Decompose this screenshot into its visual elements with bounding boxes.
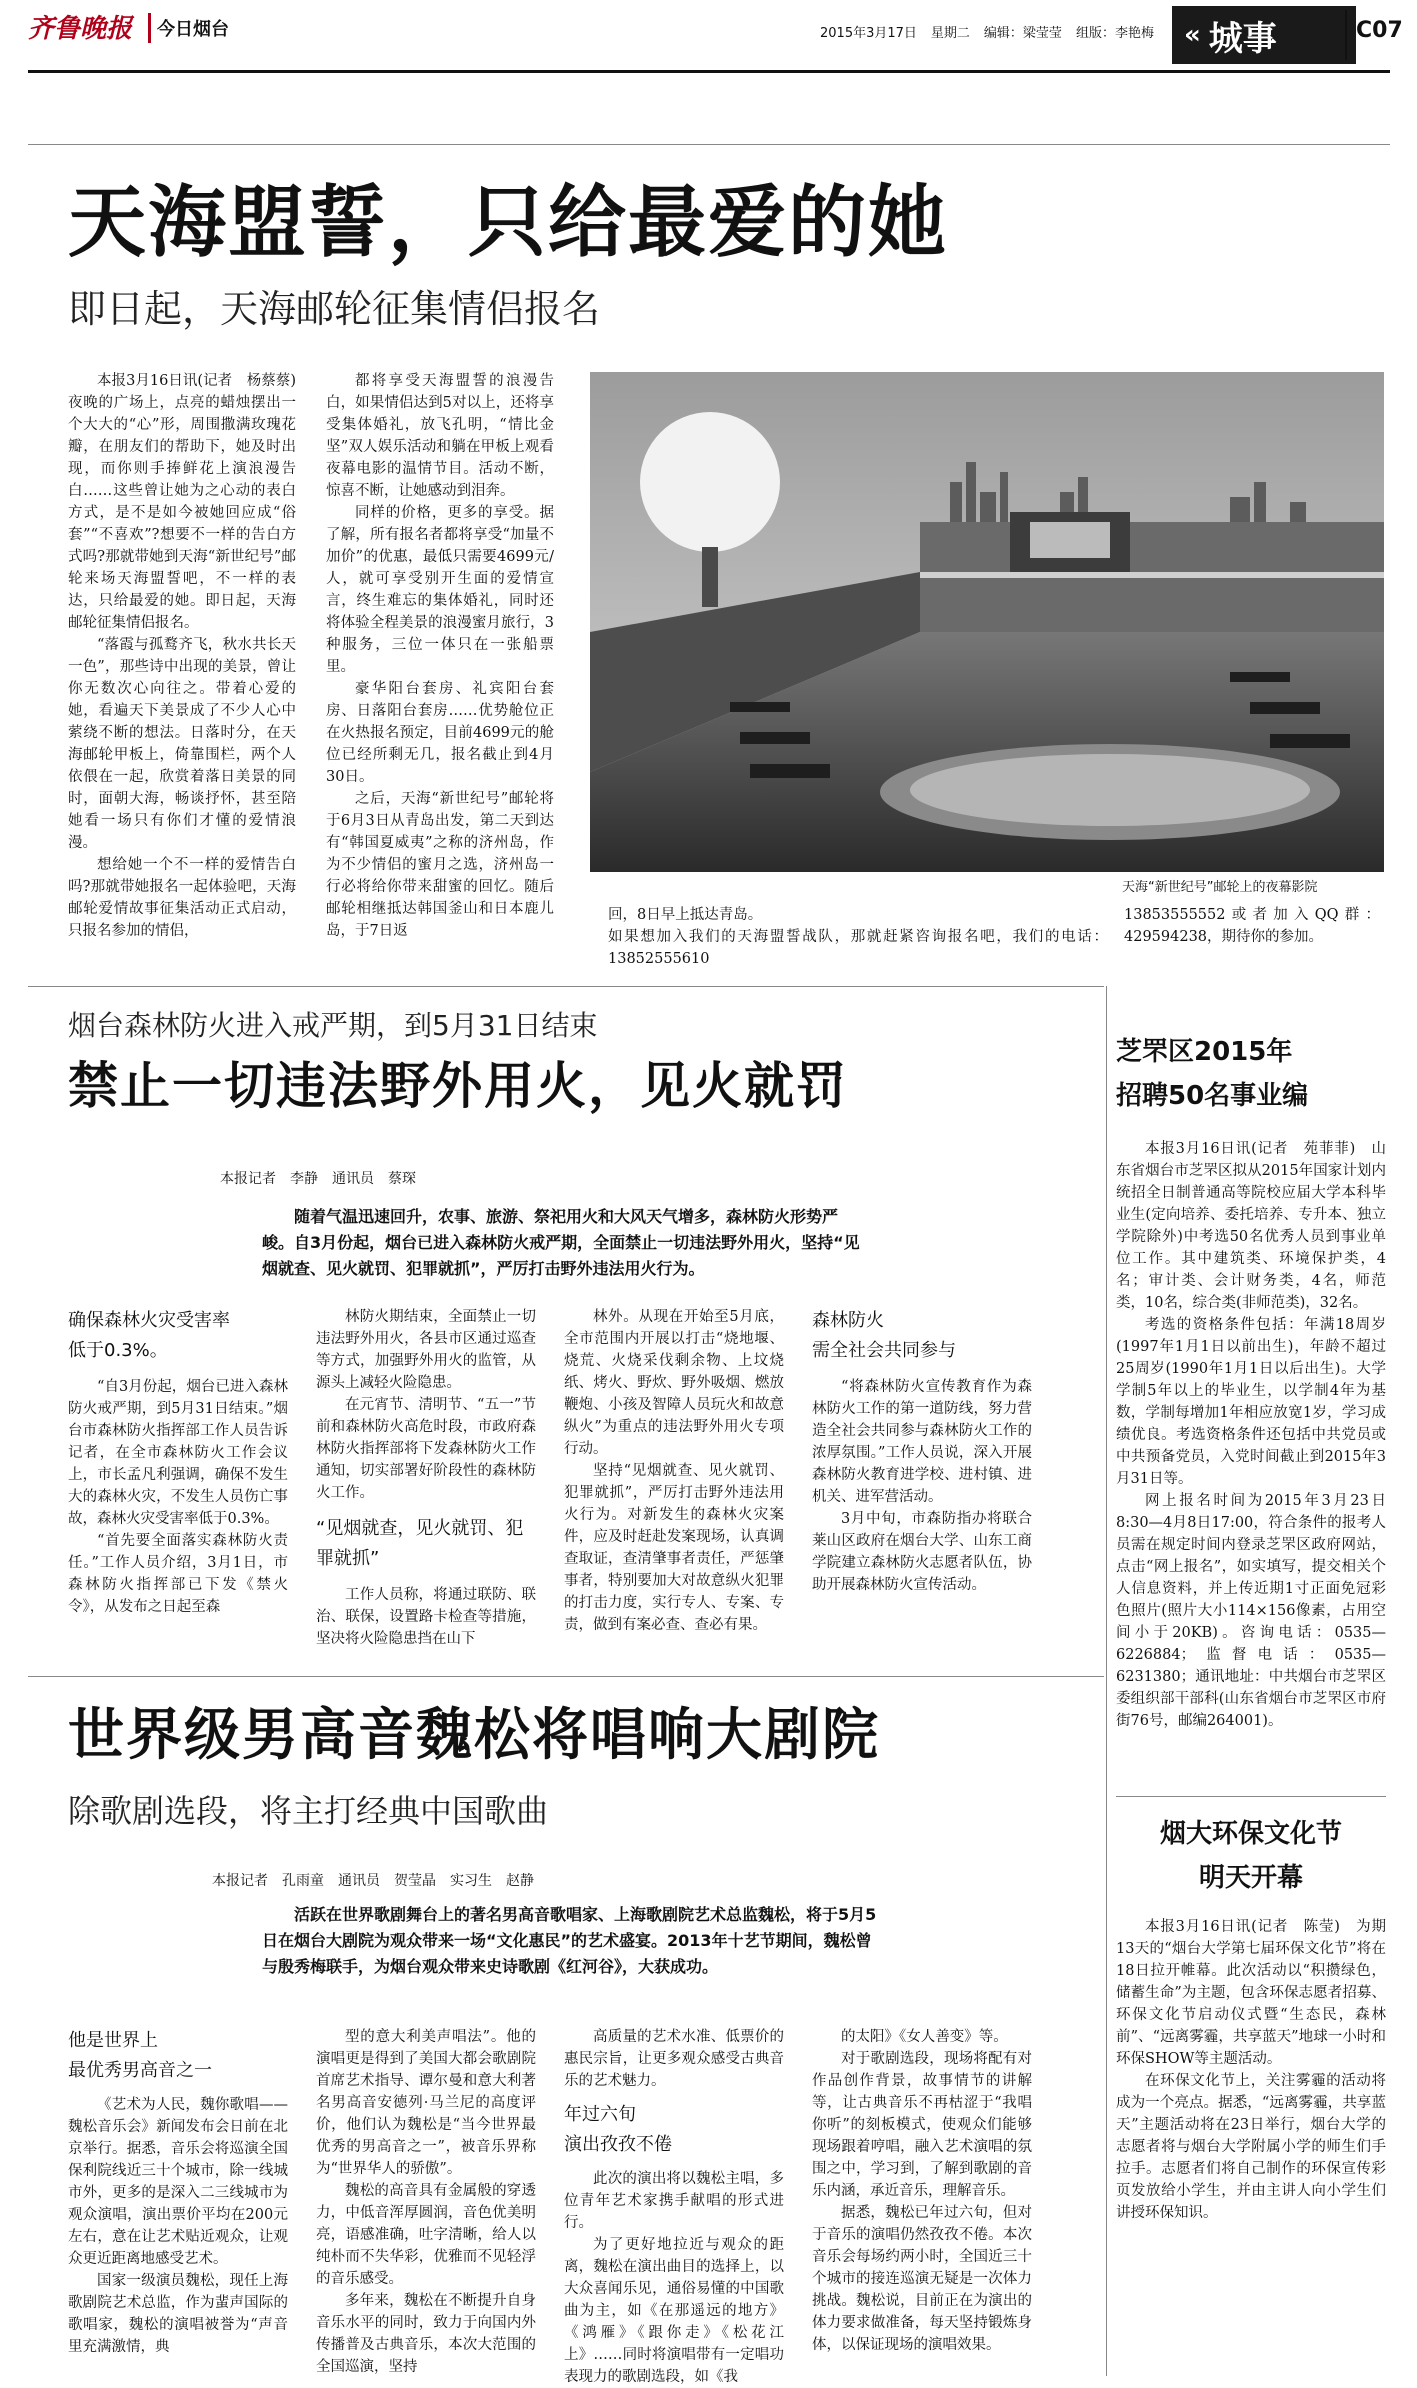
paragraph: 的太阳》《女人善变》等。	[841, 2029, 1008, 2045]
paragraph: 在元宵节、清明节、“五一”节前和森林防火高危时段，市政府森林防火指挥部将下发森林防火工作通知，切实部署好阶段性的森林防火工作。	[316, 1397, 536, 1501]
issue-meta	[820, 22, 1154, 41]
story3-column-2	[316, 2026, 536, 2378]
story2-subhead-1b: 低于0.3%。	[68, 1340, 168, 1361]
cruise-deck-illustration	[590, 372, 1384, 872]
story1-column-1	[68, 370, 311, 942]
story2-subhead-1a: 确保森林火灾受害率	[68, 1310, 230, 1331]
story2-lead: 随着气温迅速回升，农事、旅游、祭祀用火和大风天气增多，森林防火形势严峻。自3月份起，烟台已进入森林防火戒严期，全面禁止一切违法野外用火，坚持“见烟就查、见火就罚、犯罪就抓”，严厉打击野外违法用火行为。	[262, 1207, 860, 1278]
story3-column-3	[564, 2026, 784, 2388]
header-divider	[1345, 10, 1347, 60]
story2-column-3	[564, 1306, 784, 1636]
page-number: C07	[1356, 18, 1403, 43]
story1-headline: 天海盟誓，只给最爱的她	[68, 178, 949, 268]
story2-subhead-3b: 需全社会共同参与	[812, 1340, 956, 1361]
story3-subheadline: 除歌剧选段，将主打经典中国歌曲	[68, 1792, 549, 1830]
double-chevron-icon: «	[1184, 20, 1201, 50]
story3-subhead-1b: 最优秀男高音之一	[68, 2060, 212, 2081]
story2-pullquote: “见烟就查，见火就罚、犯罪就抓”	[316, 1518, 524, 1569]
side1-title-1: 芝罘区2015年	[1116, 1037, 1293, 1067]
story2-column-4	[812, 1306, 1032, 1596]
story2-subhead-3a: 森林防火	[812, 1310, 884, 1331]
header-rule-thin	[28, 144, 1390, 145]
paragraph: 豪华阳台套房、礼宾阳台套房、日落阳台套房……优势舱位正在火热报名预定，目前4699元的舱位已经所剩无几，报名截止到4月30日。	[326, 681, 554, 785]
paragraph: 本报3月16日讯(记者 陈莹) 为期13天的“烟台大学第七届环保文化节”将在18日拉开帷幕。此次活动以“积攒绿色，储蓄生命”为主题，包含环保志愿者招募、环保文化节启动仪式暨“生态民，森林前”、“远离雾霾，共享蓝天”地球一小时和环保SHOW等主题活动。	[1116, 1919, 1386, 2067]
story1-tail-col2: 如果想加入我们的天海盟誓战队，那就赶紧咨询报名吧，我们的电话：13852555610	[608, 929, 1108, 967]
story3-headline: 世界级男高音魏松将唱响大剧院	[68, 1703, 880, 1768]
paragraph: 国家一级演员魏松，现任上海歌剧院艺术总监，作为蜚声国际的歌唱家，魏松的演唱被誉为“声音里充满激情，典	[68, 2273, 288, 2355]
section-label: 今日烟台	[148, 13, 235, 43]
issue-layout: 组版：李艳梅	[1075, 26, 1154, 41]
story1-column-2	[326, 370, 554, 942]
paragraph: 本报3月16日讯(记者 杨蔡蔡) 夜晚的广场上，点亮的蜡烛摆出一个大大的“心”形，周围撒满玫瑰花瓣，在朋友们的帮助下，她及时出现，而你则手捧鲜花上演浪漫告白……这些曾让她为之心动的表白方式，是不是如今被她回应成“俗套”“不喜欢”?想要不一样的告白方式吗?那就带她到天海“新世纪号”邮轮来场天海盟誓吧，不一样的表达，只给最爱的她。即日起，天海邮轮征集情侣报名。	[68, 373, 311, 631]
channel-name: 城事	[1208, 18, 1277, 59]
paragraph: “自3月份起，烟台已进入森林防火戒严期，到5月31日结束。”烟台市森林防火指挥部工作人员告诉记者，在全市森林防火工作会议上，市长孟凡利强调，确保不发生大的森林火灾，不发生人员伤亡事故，森林火灾受害率低于0.3%。	[68, 1379, 288, 1527]
paragraph: 林防火期结束，全面禁止一切违法野外用火，各县市区通过巡查等方式，加强野外用火的监管，从源头上减轻火险隐患。	[316, 1309, 536, 1391]
story3-subhead-3a: 年过六旬	[564, 2104, 636, 2125]
paragraph: 据悉，魏松已年过六旬，但对于音乐的演唱仍然孜孜不倦。本次音乐会每场约两小时，全国近三十个城市的接连巡演无疑是一次体力挑战。魏松说，目前正在为演出的体力要求做准备，每天坚持锻炼身体，以保证现场的演唱效果。	[812, 2205, 1032, 2353]
side2-title-2: 明天开幕	[1198, 1863, 1303, 1893]
paragraph: 同样的价格，更多的享受。据了解，所有报名者都将享受“加量不加价”的优惠，最低只需要4699元/人，就可享受别开生面的爱情宣言，终生难忘的集体婚礼，同时还将体验全程美景的浪漫蜜月旅行，3种服务，三位一体只在一张船票里。	[326, 505, 554, 675]
paragraph: 坚持“见烟就查、见火就罚、犯罪就抓”，严厉打击野外违法用火行为。对新发生的森林火灾案件，应及时赶赴发案现场，认真调查取证，查清肇事者责任，严惩肇事者，特别要加大对故意纵火犯罪的打击力度，实行专人、专案、专责，做到有案必查、查必有果。	[564, 1463, 784, 1633]
paragraph: 3月中旬，市森防指办将联合莱山区政府在烟台大学、山东工商学院建立森林防火志愿者队伍，协助开展森林防火宣传活动。	[812, 1511, 1032, 1593]
story1-subheadline: 即日起，天海邮轮征集情侣报名	[68, 287, 601, 331]
story2-headline: 禁止一切违法野外用火，见火就罚	[68, 1057, 848, 1115]
side2-title-1: 烟大环保文化节	[1159, 1819, 1342, 1849]
photo-caption: 天海“新世纪号”邮轮上的夜幕影院	[1122, 880, 1318, 895]
paragraph: 本报3月16日讯(记者 苑菲菲) 山东省烟台市芝罘区拟从2015年国家计划内统招全日制普通高等院校应届大学本科毕业生(定向培养、委托培养、专升本、独立学院除外)中考选50名优秀人员到事业单位工作。其中建筑类、环境保护类，4名；审计类、会计财务类，4名，师范类，10名，综合类(非师范类)，32名。	[1116, 1141, 1386, 1311]
paragraph: 多年来，魏松在不断提升自身音乐水平的同时，致力于向国内外传播普及古典音乐，本次大范围的全国巡演，坚持	[316, 2293, 536, 2375]
paragraph: 网上报名时间为2015年3月23日8:30—4月8日17:00，符合条件的报考人员需在规定时间内登录芝罘区政府网站，点击“网上报名”，如实填写，提交相关个人信息资料，并上传近期1寸正面免冠彩色照片(照片大小114×156像素，占用空间小于20KB)。咨询电话：0535—6226884；监督电话：0535—6231380；通讯地址：中共烟台市芝罘区委组织部干部科(山东省烟台市芝罘区市府街76号，邮编264001)。	[1116, 1493, 1386, 1729]
paragraph: 都将享受天海盟誓的浪漫告白，如果情侣达到5对以上，还将享受集体婚礼，放飞孔明，“情比金坚”双人娱乐活动和躺在甲板上观看夜幕电影的温情节目。活动不断，惊喜不断，让她感动到泪奔。	[326, 373, 554, 499]
paragraph: 对于歌剧选段，现场将配有对作品创作背景，故事情节的讲解等，让古典音乐不再枯涩于“我唱你听”的刻板模式，使观众们能够现场跟着哼唱，融入艺术演唱的氛围之中，学习到，了解到歌剧的音乐内涵，承近音乐，理解音乐。	[812, 2051, 1032, 2199]
issue-weekday: 星期二	[930, 26, 970, 41]
story1-tail-col3: 13853555552或者加入QQ群：429594238，期待你的参加。	[1124, 907, 1380, 945]
sidebar-story-2	[1116, 1812, 1386, 2224]
paragraph: “落霞与孤鹜齐飞，秋水共长天一色”，那些诗中出现的美景，曾让你无数次心向往之。带着心爱的她，看遍天下美景成了不少人心中萦绕不断的想法。日落时分，在天海邮轮甲板上，倚靠围栏，两个人依偎在一起，欣赏着落日美景的同时，面朝大海，畅谈抒怀，甚至陪她看一场只有你们才懂的爱情浪漫。	[68, 637, 296, 851]
story2-column-1	[68, 1306, 288, 1618]
sidebar-divider	[1106, 986, 1107, 2376]
paragraph: “首先要全面落实森林防火责任。”工作人员介绍，3月1日，市森林防火指挥部已下发《禁火令》，从发布之日起至森	[68, 1533, 288, 1615]
paragraph: 林外。从现在开始至5月底，全市范围内开展以打击“烧地堰、烧荒、火烧采伐剩余物、上坟烧纸、烤火、野炊、野外吸烟、燃放鞭炮、小孩及智障人员玩火和故意纵火”为重点的违法野外用火专项行动。	[564, 1309, 784, 1457]
paragraph: 《艺术为人民，魏你歌唱——魏松音乐会》新闻发布会日前在北京举行。据悉，音乐会将巡演全国保利院线近三十个城市，除一线城市外，更多的是深入二三线城市为观众演唱，演出票价平均在200元左右，意在让艺术贴近观众，让观众更近距离地感受艺术。	[68, 2097, 288, 2267]
side1-title-2: 招聘50名事业编	[1116, 1081, 1309, 1111]
paragraph: “将森林防火宣传教育作为森林防火工作的第一道防线，努力营造全社会共同参与森林防火工作的浓厚氛围。”工作人员说，深入开展森林防火教育进学校、进村镇、进机关、进军营活动。	[812, 1379, 1032, 1505]
story3-lead: 活跃在世界歌剧舞台上的著名男高音歌唱家、上海歌剧院艺术总监魏松，将于5月5日在烟台大剧院为观众带来一场“文化惠民”的艺术盛宴。2013年十艺节期间，魏松曾与殷秀梅联手，为烟台观众带来史诗歌剧《红河谷》，大获成功。	[262, 1905, 877, 1976]
story2-column-2	[316, 1306, 536, 1650]
paragraph: 工作人员称，将通过联防、联治、联保，设置路卡检查等措施，坚决将火险隐患挡在山下	[316, 1587, 536, 1647]
paragraph: 考选的资格条件包括：年满18周岁(1997年1月1日以前出生)，年龄不超过25周岁(1990年1月1日以后出生)。大学学制5年以上的毕业生，以学制4年为基数，学制每增加1年相应放宽1岁，学习成绩优良。考选资格条件还包括中共党员或中共预备党员，入党时间截止到2015年3月31日等。	[1116, 1317, 1386, 1487]
cruise-deck-photo	[590, 372, 1384, 872]
story3-column-4	[812, 2026, 1032, 2356]
issue-date: 2015年3月17日	[820, 26, 917, 41]
header-rule	[28, 70, 1390, 73]
paragraph: 此次的演出将以魏松主唱，多位青年艺术家携手献唱的形式进行。	[564, 2171, 784, 2231]
section-divider	[28, 1676, 1104, 1677]
issue-editor: 编辑：梁莹莹	[983, 26, 1062, 41]
paragraph: 想给她一个不一样的爱情告白吗?那就带她报名一起体验吧，天海邮轮爱情故事征集活动正式启动，只报名参加的情侣，	[68, 857, 296, 939]
story3-byline: 本报记者 孔雨童 通讯员 贺莹晶 实习生 赵静	[212, 1873, 534, 1889]
sidebar-rule	[1116, 1796, 1386, 1797]
masthead-logo: 齐鲁晚报	[28, 14, 133, 44]
paragraph: 之后，天海“新世纪号”邮轮将于6月3日从青岛出发，第二天到达有“韩国夏威夷”之称的济州岛，作为不少情侣的蜜月之选，济州岛一行必将给你带来甜蜜的回忆。随后邮轮相继抵达韩国釜山和日本鹿儿岛，于7日返	[326, 791, 554, 939]
paragraph: 魏松的高音具有金属般的穿透力，中低音浑厚圆润，音色优美明亮，语感准确，吐字清晰，给人以纯朴而不失华彩，优雅而不见轻浮的音乐感受。	[316, 2183, 536, 2287]
channel-banner	[1172, 6, 1356, 64]
story3-column-1	[68, 2026, 288, 2358]
sidebar-story-1	[1116, 1030, 1386, 1732]
story3-subhead-3b: 演出孜孜不倦	[564, 2134, 672, 2155]
paragraph: 在环保文化节上，关注雾霾的活动将成为一个亮点。据悉，“远离雾霾，共享蓝天”主题活动将在23日举行，烟台大学的志愿者将与烟台大学附属小学的师生们手拉手。志愿者们将自己制作的环保宣传彩页发放给小学生，并由主讲人向小学生们讲授环保知识。	[1116, 2073, 1386, 2221]
paragraph: 高质量的艺术水准、低票价的惠民宗旨，让更多观众感受古典音乐的艺术魅力。	[564, 2029, 784, 2089]
story3-subhead-1a: 他是世界上	[68, 2030, 158, 2051]
story2-byline: 本报记者 李静 通讯员 蔡琛	[220, 1171, 416, 1187]
story1-tail-col1: 回，8日早上抵达青岛。	[608, 907, 763, 923]
story2-kicker: 烟台森林防火进入戒严期，到5月31日结束	[68, 1009, 598, 1042]
paragraph: 型的意大利美声唱法”。他的演唱更是得到了美国大都会歌剧院首席艺术指导、谭尔曼和意大利著名男高音安德列·马兰尼的高度评价，他们认为魏松是“当今世界最优秀的男高音之一”，被音乐界称为“世界华人的骄傲”。	[316, 2029, 536, 2177]
section-divider	[28, 986, 1104, 987]
paragraph: 为了更好地拉近与观众的距离，魏松在演出曲目的选择上，以大众喜闻乐见，通俗易懂的中国歌曲为主，如《在那遥远的地方》《鸿雁》《跟你走》《松花江上》……同时将演唱带有一定唱功表现力的歌剧选段，如《我	[564, 2237, 784, 2385]
